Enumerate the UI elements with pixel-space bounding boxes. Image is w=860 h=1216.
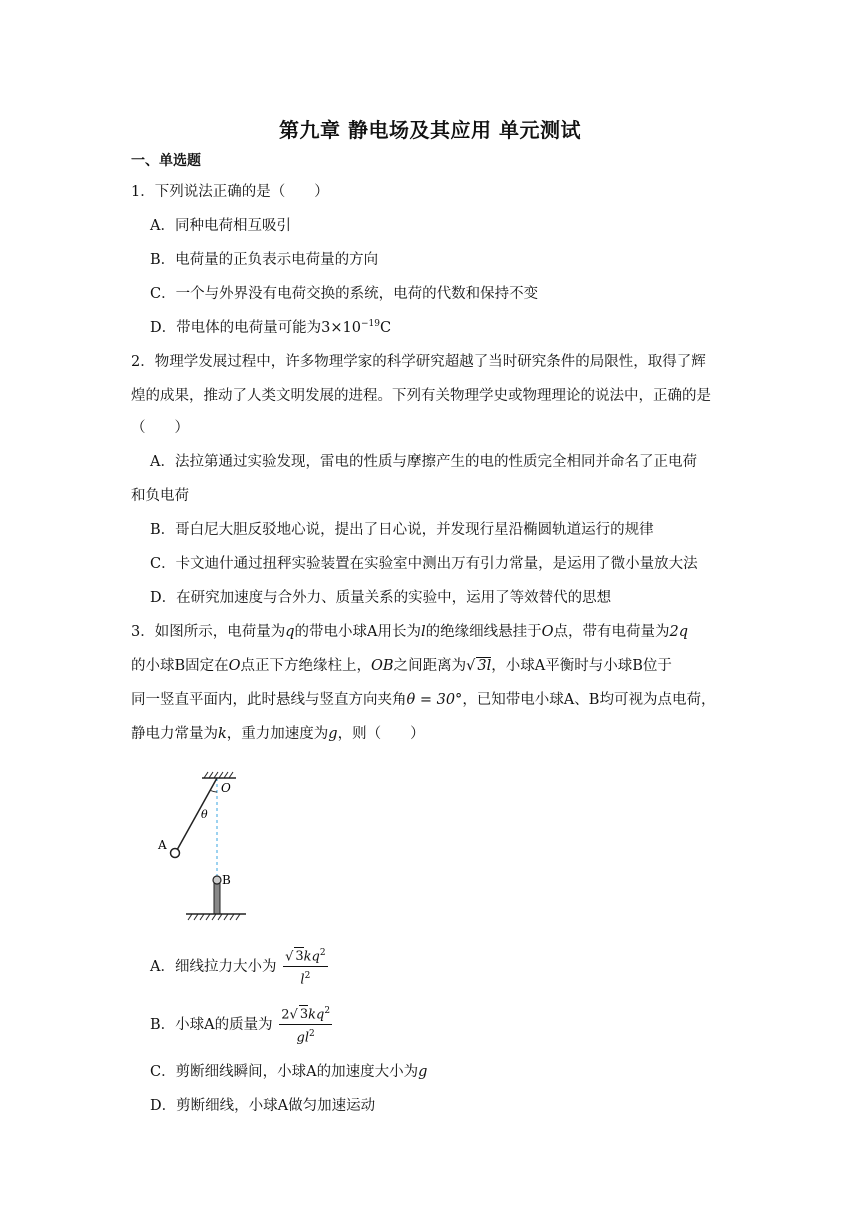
sqrt-3l: 3l bbox=[477, 658, 492, 674]
text: 点正下方绝缘柱上， bbox=[240, 658, 372, 674]
var-gl: gl bbox=[296, 1030, 310, 1046]
page-title: 第九章 静电场及其应用 单元测试 bbox=[279, 118, 581, 142]
text: ，小球A平衡时与小球B位于 bbox=[491, 658, 672, 674]
angle-value: θ = 30° bbox=[406, 692, 463, 708]
text: ，已知带电小球A、B均可视为点电荷， bbox=[462, 692, 716, 708]
question-2-option-d: D．在研究加速度与合外力、质量关系的实验中，运用了等效替代的思想 bbox=[150, 590, 612, 606]
var-o: O bbox=[228, 658, 241, 674]
label-o: O bbox=[221, 781, 231, 795]
floor-base bbox=[186, 914, 246, 920]
question-2-option-c: C．卡文迪什通过扭秤实验装置在实验室中测出万有引力常量，是运用了微小量放大法 bbox=[150, 556, 698, 572]
numerator: 2√ $3kq^2$ bbox=[279, 1002, 332, 1025]
option-text: C．剪断细线瞬间，小球A的加速度大小为 bbox=[150, 1064, 419, 1080]
angle-arc bbox=[210, 790, 217, 792]
insulating-post bbox=[214, 880, 220, 914]
section-heading: 一、单选题 bbox=[131, 153, 201, 169]
question-3-option-a bbox=[150, 944, 328, 990]
var-kq: kq bbox=[303, 949, 320, 965]
text: 同一竖直平面内，此时悬线与竖直方向夹角 bbox=[131, 692, 407, 708]
pendulum-figure bbox=[150, 766, 260, 926]
var-o: O bbox=[541, 624, 554, 640]
text: ，重力加速度为 bbox=[226, 726, 329, 742]
text: 点，带有电荷量为 bbox=[553, 624, 670, 640]
question-3-option-d: D．剪断细线，小球A做匀加速运动 bbox=[150, 1098, 376, 1114]
ceiling-support bbox=[202, 772, 236, 778]
question-3-stem-line3 bbox=[131, 688, 715, 709]
var-l: l bbox=[300, 972, 305, 988]
question-1-option-a: A．同种电荷相互吸引 bbox=[150, 218, 291, 234]
text: 静电力常量为 bbox=[131, 726, 218, 742]
var-k: k bbox=[218, 726, 227, 742]
label-theta: θ bbox=[201, 808, 208, 821]
var-ob: OB bbox=[371, 658, 394, 674]
var-l: l bbox=[421, 624, 426, 640]
question-3-stem-line4 bbox=[131, 722, 425, 743]
question-1-stem: 1．下列说法正确的是（ ） bbox=[131, 184, 329, 200]
sqrt-3: 3 bbox=[295, 949, 304, 965]
charge-value: 3×10 bbox=[321, 320, 361, 336]
question-3-option-b bbox=[150, 1002, 332, 1048]
sqrt-sign: √ bbox=[466, 658, 476, 674]
text: 3．如图所示，电荷量为 bbox=[131, 624, 286, 640]
text: 的绝缘细线悬挂于 bbox=[425, 624, 542, 640]
question-1-option-d bbox=[150, 316, 391, 337]
var-g: g bbox=[328, 726, 338, 742]
question-3-stem-line2 bbox=[131, 654, 672, 675]
fraction bbox=[283, 944, 328, 990]
text: 的小球B固定在 bbox=[131, 658, 229, 674]
text: 的带电小球A用长为 bbox=[294, 624, 422, 640]
denominator: $l^2$ bbox=[300, 971, 311, 988]
label-b: B bbox=[222, 873, 231, 887]
question-1-option-b: B．电荷量的正负表示电荷量的方向 bbox=[150, 252, 379, 268]
charge-exponent: −19 bbox=[360, 319, 380, 330]
question-2-stem-line3: （ ） bbox=[131, 420, 189, 436]
var-q: q bbox=[285, 624, 295, 640]
question-2-stem-line1: 2．物理学发展过程中，许多物理学家的科学研究超越了当时研究条件的局限性，取得了辉 bbox=[131, 354, 706, 370]
sqrt-3: 3 bbox=[299, 1007, 309, 1023]
fraction bbox=[279, 1002, 332, 1048]
question-2-option-b: B．哥白尼大胆反驳地心说，提出了日心说，并发现行星沿椭圆轨道运行的规律 bbox=[150, 522, 654, 538]
question-1-option-c: C．一个与外界没有电荷交换的系统，电荷的代数和保持不变 bbox=[150, 286, 539, 302]
question-2-option-a-line2: 和负电荷 bbox=[131, 488, 189, 504]
ball-a bbox=[171, 849, 180, 858]
option-text: A．细线拉力大小为 bbox=[150, 958, 277, 975]
var-g: g bbox=[418, 1064, 428, 1080]
option-text: D．带电体的电荷量可能为 bbox=[150, 320, 322, 336]
question-3-stem-line1 bbox=[131, 620, 688, 641]
question-3-option-c bbox=[150, 1060, 427, 1081]
string-line bbox=[177, 778, 217, 850]
label-a: A bbox=[158, 838, 167, 852]
coef: 2 bbox=[281, 1007, 290, 1023]
text: 之间距离为 bbox=[393, 658, 467, 674]
question-2-stem-line2: 煌的成果，推动了人类文明发展的进程。下列有关物理学史或物理理论的说法中，正确的是 bbox=[131, 388, 711, 404]
text: ，则（ ） bbox=[337, 726, 425, 742]
option-text: B．小球A的质量为 bbox=[150, 1016, 273, 1033]
denominator: $gl^2$ bbox=[296, 1029, 315, 1046]
numerator: √ $3kq^2$ bbox=[283, 944, 328, 967]
charge-unit: C bbox=[379, 320, 392, 336]
var-2q: 2q bbox=[669, 624, 689, 640]
var-kq: kq bbox=[308, 1007, 325, 1023]
question-2-option-a-line1: A．法拉第通过实验发现，雷电的性质与摩擦产生的电的性质完全相同并命名了正电荷 bbox=[150, 454, 697, 470]
ball-b bbox=[213, 876, 221, 884]
